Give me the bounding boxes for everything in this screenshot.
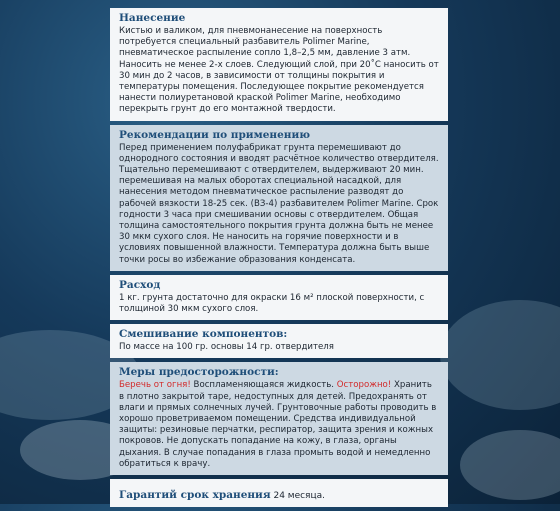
shelf-life-title: Гарантий срок хранения: [119, 489, 271, 502]
caution-warning: Осторожно!: [336, 380, 392, 391]
section-mixing: [110, 324, 448, 358]
section-consumption: [110, 275, 448, 320]
section-text: 1 кг. грунта достаточно для окраски 16 м² плоской поверхности, с толщиной 30 мкм сухого слоя.: [119, 292, 425, 315]
section-title: Расход: [119, 278, 161, 291]
section-title: Смешивание компонентов:: [119, 328, 288, 341]
info-sheet: [110, 8, 448, 511]
section-title: Нанесение: [119, 12, 186, 24]
fire-warning: Беречь от огня!: [119, 380, 191, 391]
section-title: Рекомендации по применению: [119, 128, 311, 141]
section-shelf-life: [110, 479, 448, 507]
precautions-text: Хранить в плотно закрытой таре, недоступных для детей. Предохранять от влаги и прямых солнечных лучей. Грунтовочные работы проводить в хорошо проветриваемом помещении. Средства индивидуальной защиты: резиновые перчатки, респиратор, защита зрения и кожных покровов. Не допускать попадание на кожу, в глаза, органы дыхания. В случае попадания в глаза промыть водой и немедленно обратиться к врачу.: [119, 380, 437, 469]
section-precautions: [110, 362, 448, 475]
section-text: Кистью и валиком, для пневмонанесение на поверхность потребуется специальный разбавитель Polimer Marine, пневматическое распыление сопло 1,8–2,5 мм, давление 3 атм. Наносить не менее 2-х слоев. Следующий слой, при 20˚С наносить от 30 мин до 2 часов, в зависимости от толщины покрытия и температуры помещения. Последующее покрытие рекомендуется нанести полиуретановой краской Polimer Marine, необходимо перекрыть грунт до его монтажной твердости.: [119, 26, 439, 115]
section-text: [119, 380, 439, 470]
section-title: Меры предосторожности:: [119, 366, 279, 379]
flammable-note: Воспламеняющаяся жидкость.: [190, 380, 337, 391]
wave-decoration: [460, 430, 560, 500]
section-application: [110, 8, 448, 121]
section-text: Перед применением полуфабрикат грунта перемешивают до однородного состояния и вводят расчётное количество отвердителя. Тщательно перемешивают с отвердителем, выдерживают 20 мин. перемешивая на малых оборотах специальной насадкой, для нанесения методом пневматическое распыление разводят до рабочей вязкости 18-25 сек. (ВЗ-4) разбавителем Polimer Marine. Срок годности 3 часа при смешивании основы с отвердителем. Общая толщина самостоятельного покрытия грунта должна быть не менее 30 мкм сухого слоя. Не наносить на горячие поверхности и в условиях повышенной влажности. Температура должна быть выше точки росы во избежание образования конденсата.: [119, 142, 439, 265]
section-text: По массе на 100 гр. основы 14 гр. отвердителя: [119, 342, 334, 353]
shelf-life-value: 24 месяца.: [270, 491, 325, 502]
wave-decoration: [440, 300, 560, 410]
section-recommendations: [110, 125, 448, 271]
